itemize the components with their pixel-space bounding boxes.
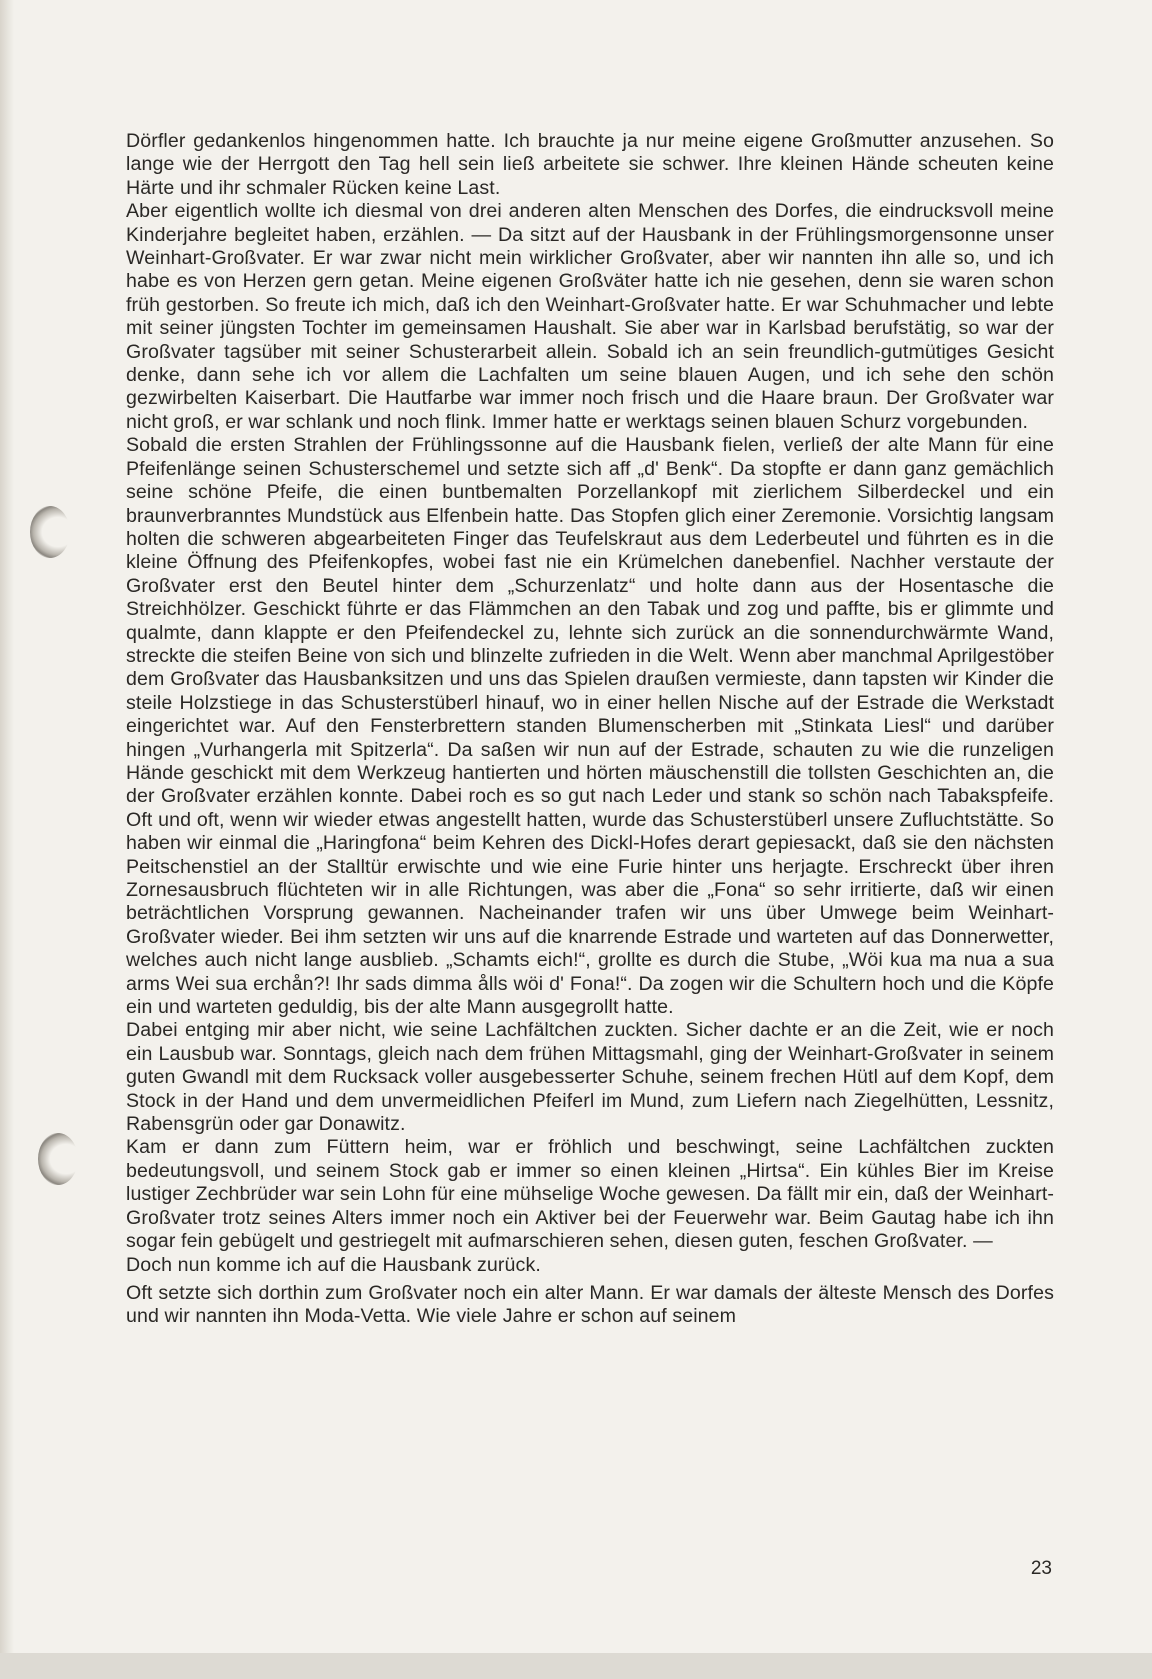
punch-hole-bottom	[38, 1133, 78, 1185]
page-number: 23	[1030, 1558, 1052, 1579]
page-edge-shadow	[0, 0, 14, 1679]
paragraph-1: Dörfler gedankenlos hingenommen hatte. Ich brauchte ja nur meine eigene Großmutter anzusehen. So lange wie der Herrgott den Tag hell sein ließ arbeitete sie schwer. Ihre kleinen Hände scheuten keine Härte und ihr schmaler Rücken keine Last.	[126, 130, 1054, 199]
paragraph-2: Aber eigentlich wollte ich diesmal von drei anderen alten Menschen des Dorfes, die eindrucksvoll meine Kinderjahre begleitet haben, erzählen. — Da sitzt auf der Hausbank in der Frühlingsmorgensonne unser Weinhart-Großvater. Er war zwar nicht mein wirklicher Großvater, aber wir nannten ihn alle so, und ich habe es von Herzen gern getan. Meine eigenen Großväter hatte ich nie gesehen, denn sie waren schon früh gestorben. So freute ich mich, daß ich den Weinhart-Großvater hatte. Er war Schuhmacher und lebte mit seiner jüngsten Tochter im gemeinsamen Haushalt. Sie aber war in Karlsbad berufstätig, so war der Großvater tagsüber mit seiner Schusterarbeit allein. Sobald ich an sein freundlich-gutmütiges Gesicht denke, dann sehe ich vor allem die Lachfalten um seine blauen Augen, und ich sehe den schön gezwirbelten Kaiserbart. Die Hautfarbe war immer noch frisch und die Haare braun. Der Großvater war nicht groß, er war schlank und noch flink. Immer hatte er werktags seinen blauen Schurz vorgebunden.	[126, 200, 1054, 433]
body-text	[126, 130, 1054, 1329]
paragraph-6: Doch nun komme ich auf die Hausbank zurück.	[126, 1253, 541, 1276]
punch-hole-top	[30, 506, 70, 558]
paragraph-5: Kam er dann zum Füttern heim, war er fröhlich und beschwingt, seine Lachfältchen zuckten bedeutungsvoll, und seinem Stock gab er immer so einen kleinen „Hirtsa“. Ein kühles Bier im Kreise lustiger Zechbrüder war sein Lohn für eine mühselige Woche gewesen. Da fällt mir ein, daß der Weinhart-Großvater trotz seines Alters immer noch ein Aktiver bei der Feuerwehr war. Beim Gautag habe ich ihn sogar fein gebügelt und gestriegelt mit aufmarschieren sehen, diesen guten, feschen Großvater. —	[126, 1136, 1054, 1253]
paragraph-3: Sobald die ersten Strahlen der Frühlingssonne auf die Hausbank fielen, verließ der alte Mann für eine Pfeifenlänge seinen Schusterschemel und setzte sich aff „d' Benk“. Da stopfte er dann ganz gemächlich seine schöne Pfeife, die einen buntbemalten Porzellankopf mit zierlichem Silberdeckel und ein braunverbranntes Mundstück aus Elfenbein hatte. Das Stopfen glich einer Zeremonie. Vorsichtig langsam holten die schweren abgearbeiteten Finger das Teufelskraut aus dem Lederbeutel und führten es in die kleine Öffnung des Pfeifenkopfes, wobei fast nie ein Krümelchen danebenfiel. Nachher verstaute der Großvater erst den Beutel hinter dem „Schurzenlatz“ und holte dann aus der Hosentasche die Streichhölzer. Geschickt führte er das Flämmchen an den Tabak und zog und paffte, bis er glimmte und qualmte, dann klappte er den Pfeifendeckel zu, lehnte sich zurück an die sonnendurchwärmte Wand, streckte die steifen Beine von sich und blinzelte zufrieden in die Welt. Wenn aber manchmal Aprilgestöber dem Großvater das Hausbanksitzen und uns das Spielen draußen vermieste, dann tapsten wir Kinder die steile Holzstiege in das Schusterstüberl hinauf, wo in einer hellen Nische auf der Estrade die Werkstadt eingerichtet war. Auf den Fensterbrettern standen Blumenscherben mit „Stinkata Liesl“ und darüber hingen „Vurhangerla mit Spitzerla“. Da saßen wir nun auf der Estrade, schauten zu wie die runzeligen Hände geschickt mit dem Werkzeug hantierten und hörten mäuschenstill die tollsten Geschichten an, die der Großvater erzählen konnte. Dabei roch es so gut nach Leder und stank so schön nach Tabakspfeife. Oft und oft, wenn wir wieder etwas angestellt hatten, wurde das Schusterstüberl unsere Zufluchtstätte. So haben wir einmal die „Haringfona“ beim Kehren des Dickl-Hofes derart gepiesackt, daß sie den nächsten Peitschenstiel an der Stalltür erwischte und wie eine Furie hinter uns herjagte. Erschreckt über ihren Zornesausbruch flüchteten wir in alle Richtungen, was aber die „Fona“ so sehr irritierte, daß wir einen beträchtlichen Vorsprung gewannen. Nacheinander trafen wir uns über Umwege beim Weinhart-Großvater wieder. Bei ihm setzten wir uns auf die knarrende Estrade und warteten auf das Donnerwetter, welches auch nicht lange ausblieb. „Schamts eich!“, grollte es durch die Stube, „Wöi kua ma nua a sua arms Wei sua erchån?! Ihr sads dimma ålls wöi d' Fona!“. Da zogen wir die Schultern hoch und die Köpfe ein und warteten geduldig, bis der alte Mann ausgegrollt hatte.	[126, 434, 1054, 1019]
paragraph-7: Oft setzte sich dorthin zum Großvater noch ein alter Mann. Er war damals der älteste Mensch des Dorfes und wir nannten ihn Moda-Vetta. Wie viele Jahre er schon auf seinem	[126, 1281, 1054, 1328]
scan-bottom-strip	[0, 1653, 1152, 1679]
paragraph-4: Dabei entging mir aber nicht, wie seine Lachfältchen zuckten. Sicher dachte er an die Zeit, wie er noch ein Lausbub war. Sonntags, gleich nach dem frühen Mittagsmahl, ging der Weinhart-Großvater in seinem guten Gwandl mit dem Rucksack voller ausgebesserter Schuhe, seinem frechen Hütl auf dem Kopf, dem Stock in der Hand und dem unvermeidlichen Pfeiferl im Mund, zum Liefern nach Ziegelhütten, Lessnitz, Rabensgrün oder gar Donawitz.	[126, 1019, 1054, 1136]
